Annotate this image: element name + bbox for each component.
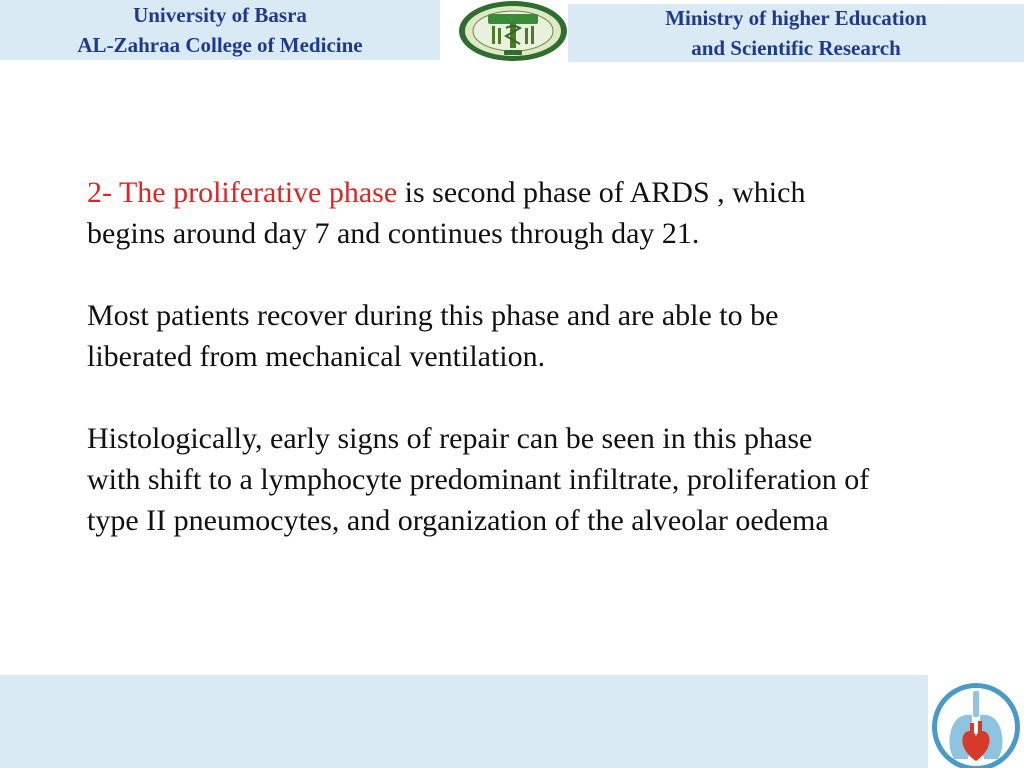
university-name: University of Basra bbox=[133, 3, 307, 27]
paragraph-histology bbox=[87, 418, 987, 541]
paragraph-proliferative-phase bbox=[87, 172, 987, 254]
paragraph-text: with shift to a lymphocyte predominant infiltrate, proliferation of bbox=[87, 463, 870, 496]
paragraph-recovery bbox=[87, 295, 987, 377]
paragraph-text: liberated from mechanical ventilation. bbox=[87, 340, 546, 373]
paragraph-text: Histologically, early signs of repair can be seen in this phase bbox=[87, 422, 813, 455]
college-name: AL-Zahraa College of Medicine bbox=[77, 33, 363, 57]
footer-band bbox=[0, 675, 928, 768]
header-university-block bbox=[0, 0, 440, 60]
lungs-heart-icon bbox=[928, 675, 1024, 768]
slide-body bbox=[87, 172, 987, 582]
header-ministry-block bbox=[568, 4, 1024, 62]
phase-heading: 2- The proliferative phase bbox=[87, 176, 398, 209]
ministry-subtitle: and Scientific Research bbox=[691, 36, 901, 60]
paragraph-text: type II pneumocytes, and organization of the alveolar oedema bbox=[87, 504, 829, 537]
college-seal-icon bbox=[458, 0, 568, 62]
ministry-name: Ministry of higher Education bbox=[665, 6, 927, 30]
paragraph-text: begins around day 7 and continues through day 21. bbox=[87, 217, 700, 250]
paragraph-text: is second phase of ARDS , which bbox=[397, 176, 806, 209]
paragraph-text: Most patients recover during this phase and are able to be bbox=[87, 299, 779, 332]
